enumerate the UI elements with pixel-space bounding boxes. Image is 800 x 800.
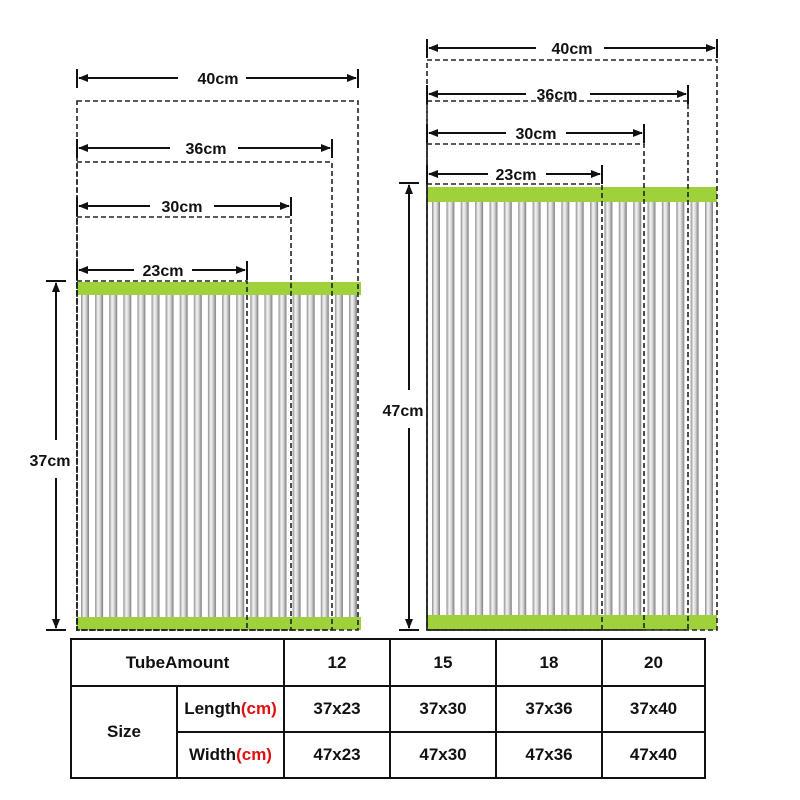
right-outline-40 <box>427 60 717 630</box>
rack-tube <box>633 200 641 618</box>
table-row <box>71 639 705 686</box>
rack-tube <box>518 200 526 618</box>
left-rack-bottom-bar <box>77 617 361 630</box>
rack-tube <box>208 292 216 620</box>
rack-tube <box>109 292 117 620</box>
rack-tube <box>432 200 440 618</box>
left-dim-36 <box>77 139 332 158</box>
left-outline-40 <box>77 101 358 630</box>
length-value-cell: 37x40 <box>602 686 705 732</box>
rack-tube <box>648 200 656 618</box>
rack-tube <box>475 200 483 618</box>
left-rack-top-bar <box>77 282 361 295</box>
width-label-cell <box>177 732 284 778</box>
rack-tube <box>180 292 188 620</box>
rack-tube <box>691 200 699 618</box>
rack-tube <box>349 292 357 620</box>
rack-tube <box>490 200 498 618</box>
rack-tube <box>152 292 160 620</box>
tube-amount-cell: 20 <box>602 639 705 686</box>
rack-tube <box>137 292 145 620</box>
width-value-cell: 47x23 <box>284 732 390 778</box>
left-width-30-label: 30cm <box>161 199 203 216</box>
rack-tube <box>279 292 287 620</box>
rack-tube <box>166 292 174 620</box>
right-height-label: 47cm <box>382 403 424 420</box>
width-value-cell: 47x40 <box>602 732 705 778</box>
right-dim-30 <box>427 124 644 143</box>
right-rack-diagram <box>383 39 717 630</box>
rack-tube <box>95 292 103 620</box>
left-height-label: 37cm <box>29 453 71 470</box>
width-value-cell: 47x36 <box>496 732 602 778</box>
rack-tube <box>81 292 89 620</box>
tube-amount-cell: 18 <box>496 639 602 686</box>
rack-tube <box>236 292 244 620</box>
rack-tube <box>619 200 627 618</box>
rack-tube <box>307 292 315 620</box>
width-unit: (cm) <box>236 745 272 764</box>
rack-tube <box>504 200 512 618</box>
length-label: Length <box>184 699 241 718</box>
right-dim-40 <box>427 39 717 58</box>
left-width-36-label: 36cm <box>185 141 227 158</box>
rack-tube <box>293 292 301 620</box>
length-value-cell: 37x30 <box>390 686 496 732</box>
width-value-cell: 47x30 <box>390 732 496 778</box>
length-value-cell: 37x23 <box>284 686 390 732</box>
left-dim-height <box>30 281 71 630</box>
size-spec-table <box>70 638 706 779</box>
rack-tube <box>264 292 272 620</box>
rack-tube <box>194 292 202 620</box>
left-dim-40 <box>77 69 358 88</box>
tube-amount-cell: 15 <box>390 639 496 686</box>
rack-tube <box>461 200 469 618</box>
length-value-cell: 37x36 <box>496 686 602 732</box>
length-label-cell <box>177 686 284 732</box>
rack-tube <box>250 292 258 620</box>
rack-tube <box>335 292 343 620</box>
right-dim-23 <box>427 165 602 184</box>
left-rack-tubes <box>81 292 357 620</box>
right-width-30-label: 30cm <box>515 126 557 143</box>
right-rack-bottom-bar <box>428 615 717 630</box>
right-rack-tubes <box>432 200 713 618</box>
rack-tube <box>662 200 670 618</box>
right-dim-height <box>383 183 424 630</box>
rack-tube <box>604 200 612 618</box>
right-width-40-label: 40cm <box>551 41 593 58</box>
rack-tube <box>590 200 598 618</box>
left-rack-diagram <box>30 69 361 630</box>
rack-tube <box>547 200 555 618</box>
rack-tube <box>123 292 131 620</box>
left-width-40-label: 40cm <box>197 71 239 88</box>
rack-tube <box>222 292 230 620</box>
right-width-23-label: 23cm <box>495 167 537 184</box>
right-width-36-label: 36cm <box>536 87 578 104</box>
width-label: Width <box>189 745 237 764</box>
tube-amount-cell: 12 <box>284 639 390 686</box>
tube-amount-header: TubeAmount <box>71 639 284 686</box>
size-label: Size <box>71 686 177 778</box>
rack-tube <box>321 292 329 620</box>
left-dim-30 <box>77 197 291 216</box>
rack-tube <box>533 200 541 618</box>
rack-tube <box>446 200 454 618</box>
table-row <box>71 686 705 732</box>
rack-tube <box>576 200 584 618</box>
right-rack-top-bar <box>428 187 717 202</box>
rack-tube <box>561 200 569 618</box>
right-dim-36 <box>427 85 688 104</box>
left-width-23-label: 23cm <box>142 263 184 280</box>
length-unit: (cm) <box>240 699 277 718</box>
rack-tube <box>676 200 684 618</box>
rack-tube <box>705 200 713 618</box>
left-dim-23 <box>77 261 247 280</box>
